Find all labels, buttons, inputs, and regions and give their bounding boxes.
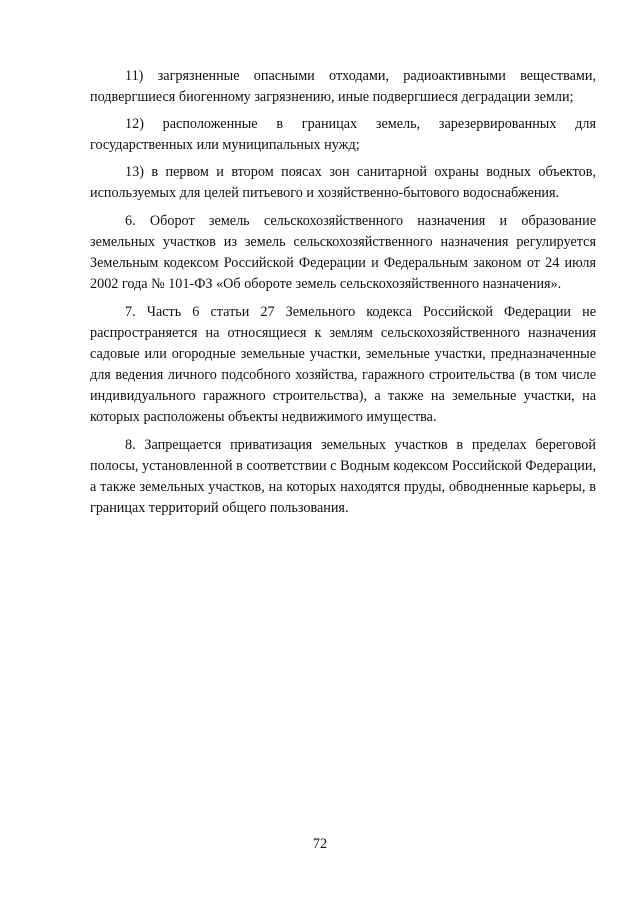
paragraph-item-13: 13) в первом и втором поясах зон санитарной охраны водных объектов, используемых для целей питьевого и хозяйственно-бытового водоснабжения. (90, 164, 596, 201)
paragraph-item-12: 12) расположенные в границах земель, зарезервированных для государственных или муниципальных нужд; (90, 116, 596, 153)
paragraph-clause-8: 8. Запрещается приватизация земельных участков в пределах береговой полосы, установленной в соответствии с Водным кодексом Российской Федерации, а также земельных участков, на которых находятся пруды, обводненные карьеры, в границах территорий общего пользования. (90, 437, 596, 516)
page-number: 72 (312, 836, 328, 852)
paragraph-clause-6: 6. Оборот земель сельскохозяйственного назначения и образование земельных участков из земель сельскохозяйственного назначения регулируется Земельным кодексом Российской Федерации и Федеральным законом от 24 июля 2002 года № 101-ФЗ «Об обороте земель сельскохозяйственного назначения». (90, 213, 596, 292)
document-body (90, 66, 596, 519)
paragraph-clause-7: 7. Часть 6 статьи 27 Земельного кодекса Российской Федерации не распространяется на относящиеся к землям сельскохозяйственного назначения садовые или огородные земельные участки, земельные участки, предназначенные для ведения личного подсобного хозяйства, гаражного строительства (в том числе индивидуального гаражного строительства), а также на земельные участки, на которых расположены объекты недвижимого имущества. (90, 304, 596, 425)
paragraph-item-11: 11) загрязненные опасными отходами, радиоактивными веществами, подвергшиеся биогенному загрязнению, иные подвергшиеся деградации земли; (90, 68, 596, 105)
